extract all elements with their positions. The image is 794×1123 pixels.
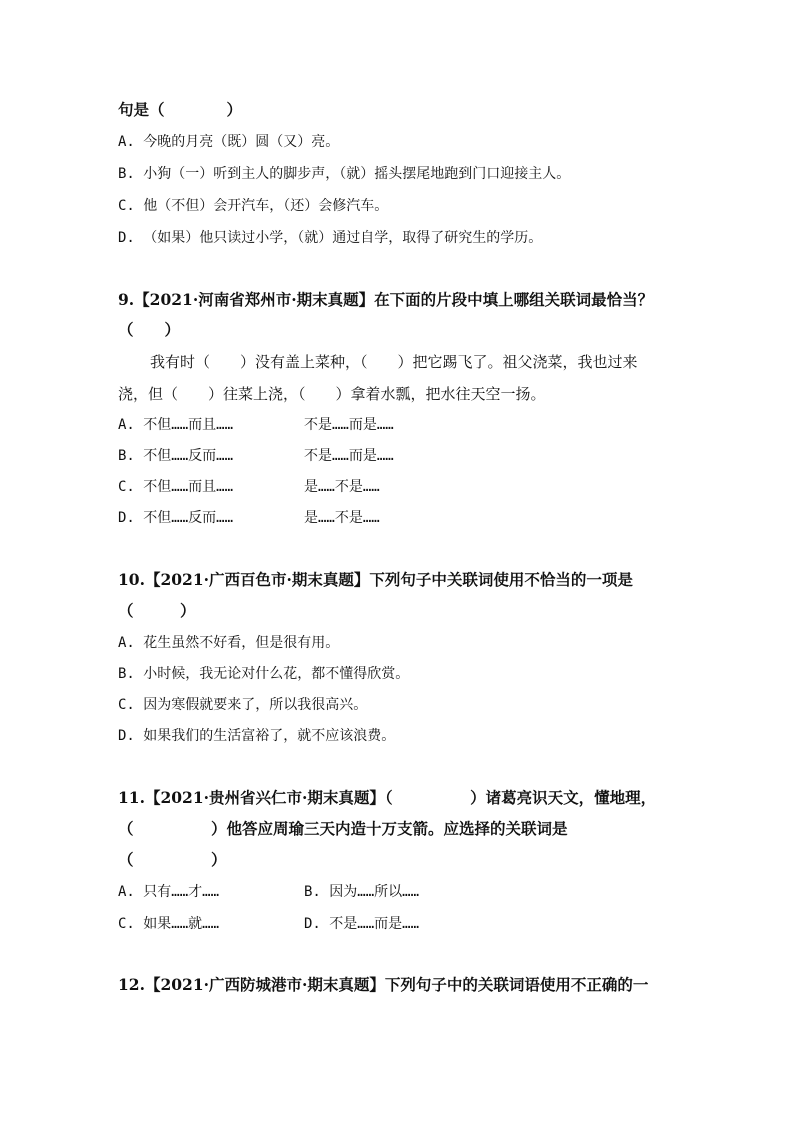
q9-passage-line1: 我有时（ ）没有盖上菜种，（ ）把它踢飞了。祖父浇菜，我也过来 — [150, 353, 638, 371]
q10-option-b: B. 小时候，我无论对什么花，都不懂得欣赏。 — [118, 666, 410, 682]
q9-answer-paren: （ ） — [118, 320, 181, 339]
q10-title: 10.【2021·广西百色市·期末真题】下列句子中关联词使用不恰当的一项是 — [118, 570, 633, 589]
q9-option-a-second: 不是……而是…… — [304, 417, 394, 433]
q8-option-a: A. 今晚的月亮（既）圆（又）亮。 — [118, 134, 340, 150]
q8-option-b: B. 小狗（一）听到主人的脚步声，（就）摇头摆尾地跑到门口迎接主人。 — [118, 166, 571, 182]
q10-option-a: A. 花生虽然不好看，但是很有用。 — [118, 635, 340, 651]
q9-option-d: D. 不但……反而…… — [118, 510, 234, 526]
q11-option-c: C. 如果……就…… — [118, 916, 220, 932]
q9-option-a: A. 不但……而且…… — [118, 417, 234, 433]
q9-option-c-second: 是……不是…… — [304, 479, 380, 495]
q11-option-a: A. 只有……才…… — [118, 884, 220, 900]
q9-title: 9.【2021·河南省郑州市·期末真题】在下面的片段中填上哪组关联词最恰当？ — [118, 290, 654, 309]
q11-option-d: D. 不是……而是…… — [304, 916, 420, 932]
q10-answer-paren: （ ） — [118, 601, 196, 620]
q8-option-d: D. （如果）他只读过小学，（就）通过自学，取得了研究生的学历。 — [118, 230, 543, 246]
q11-option-b: B. 因为……所以…… — [304, 884, 420, 900]
q9-option-c: C. 不但……而且…… — [118, 479, 234, 495]
q9-passage-line2: 浇，但（ ）往菜上浇，（ ）拿着水瓢，把水往天空一扬。 — [118, 385, 546, 403]
q11-title: 11.【2021·贵州省兴仁市·期末真题】（ ）诸葛亮识天文，懂地理， — [118, 788, 657, 807]
q9-option-b-second: 不是……而是…… — [304, 448, 394, 464]
q12-title: 12.【2021·广西防城港市·期末真题】下列句子中的关联词语使用不正确的一 — [118, 975, 649, 994]
q10-option-d: D. 如果我们的生活富裕了，就不应该浪费。 — [118, 728, 396, 744]
q11-answer-paren: （ ） — [118, 850, 227, 869]
q10-option-c: C. 因为寒假就要来了，所以我很高兴。 — [118, 697, 368, 713]
q8-option-c: C. 他（不但）会开汽车，（还）会修汽车。 — [118, 198, 389, 214]
q9-option-d-second: 是……不是…… — [304, 510, 380, 526]
q9-option-b: B. 不但……反而…… — [118, 448, 234, 464]
q11-line2: （ ）他答应周瑜三天内造十万支箭。应选择的关联词是 — [118, 819, 568, 838]
q8-stem-tail: 句是（ ） — [118, 100, 243, 119]
